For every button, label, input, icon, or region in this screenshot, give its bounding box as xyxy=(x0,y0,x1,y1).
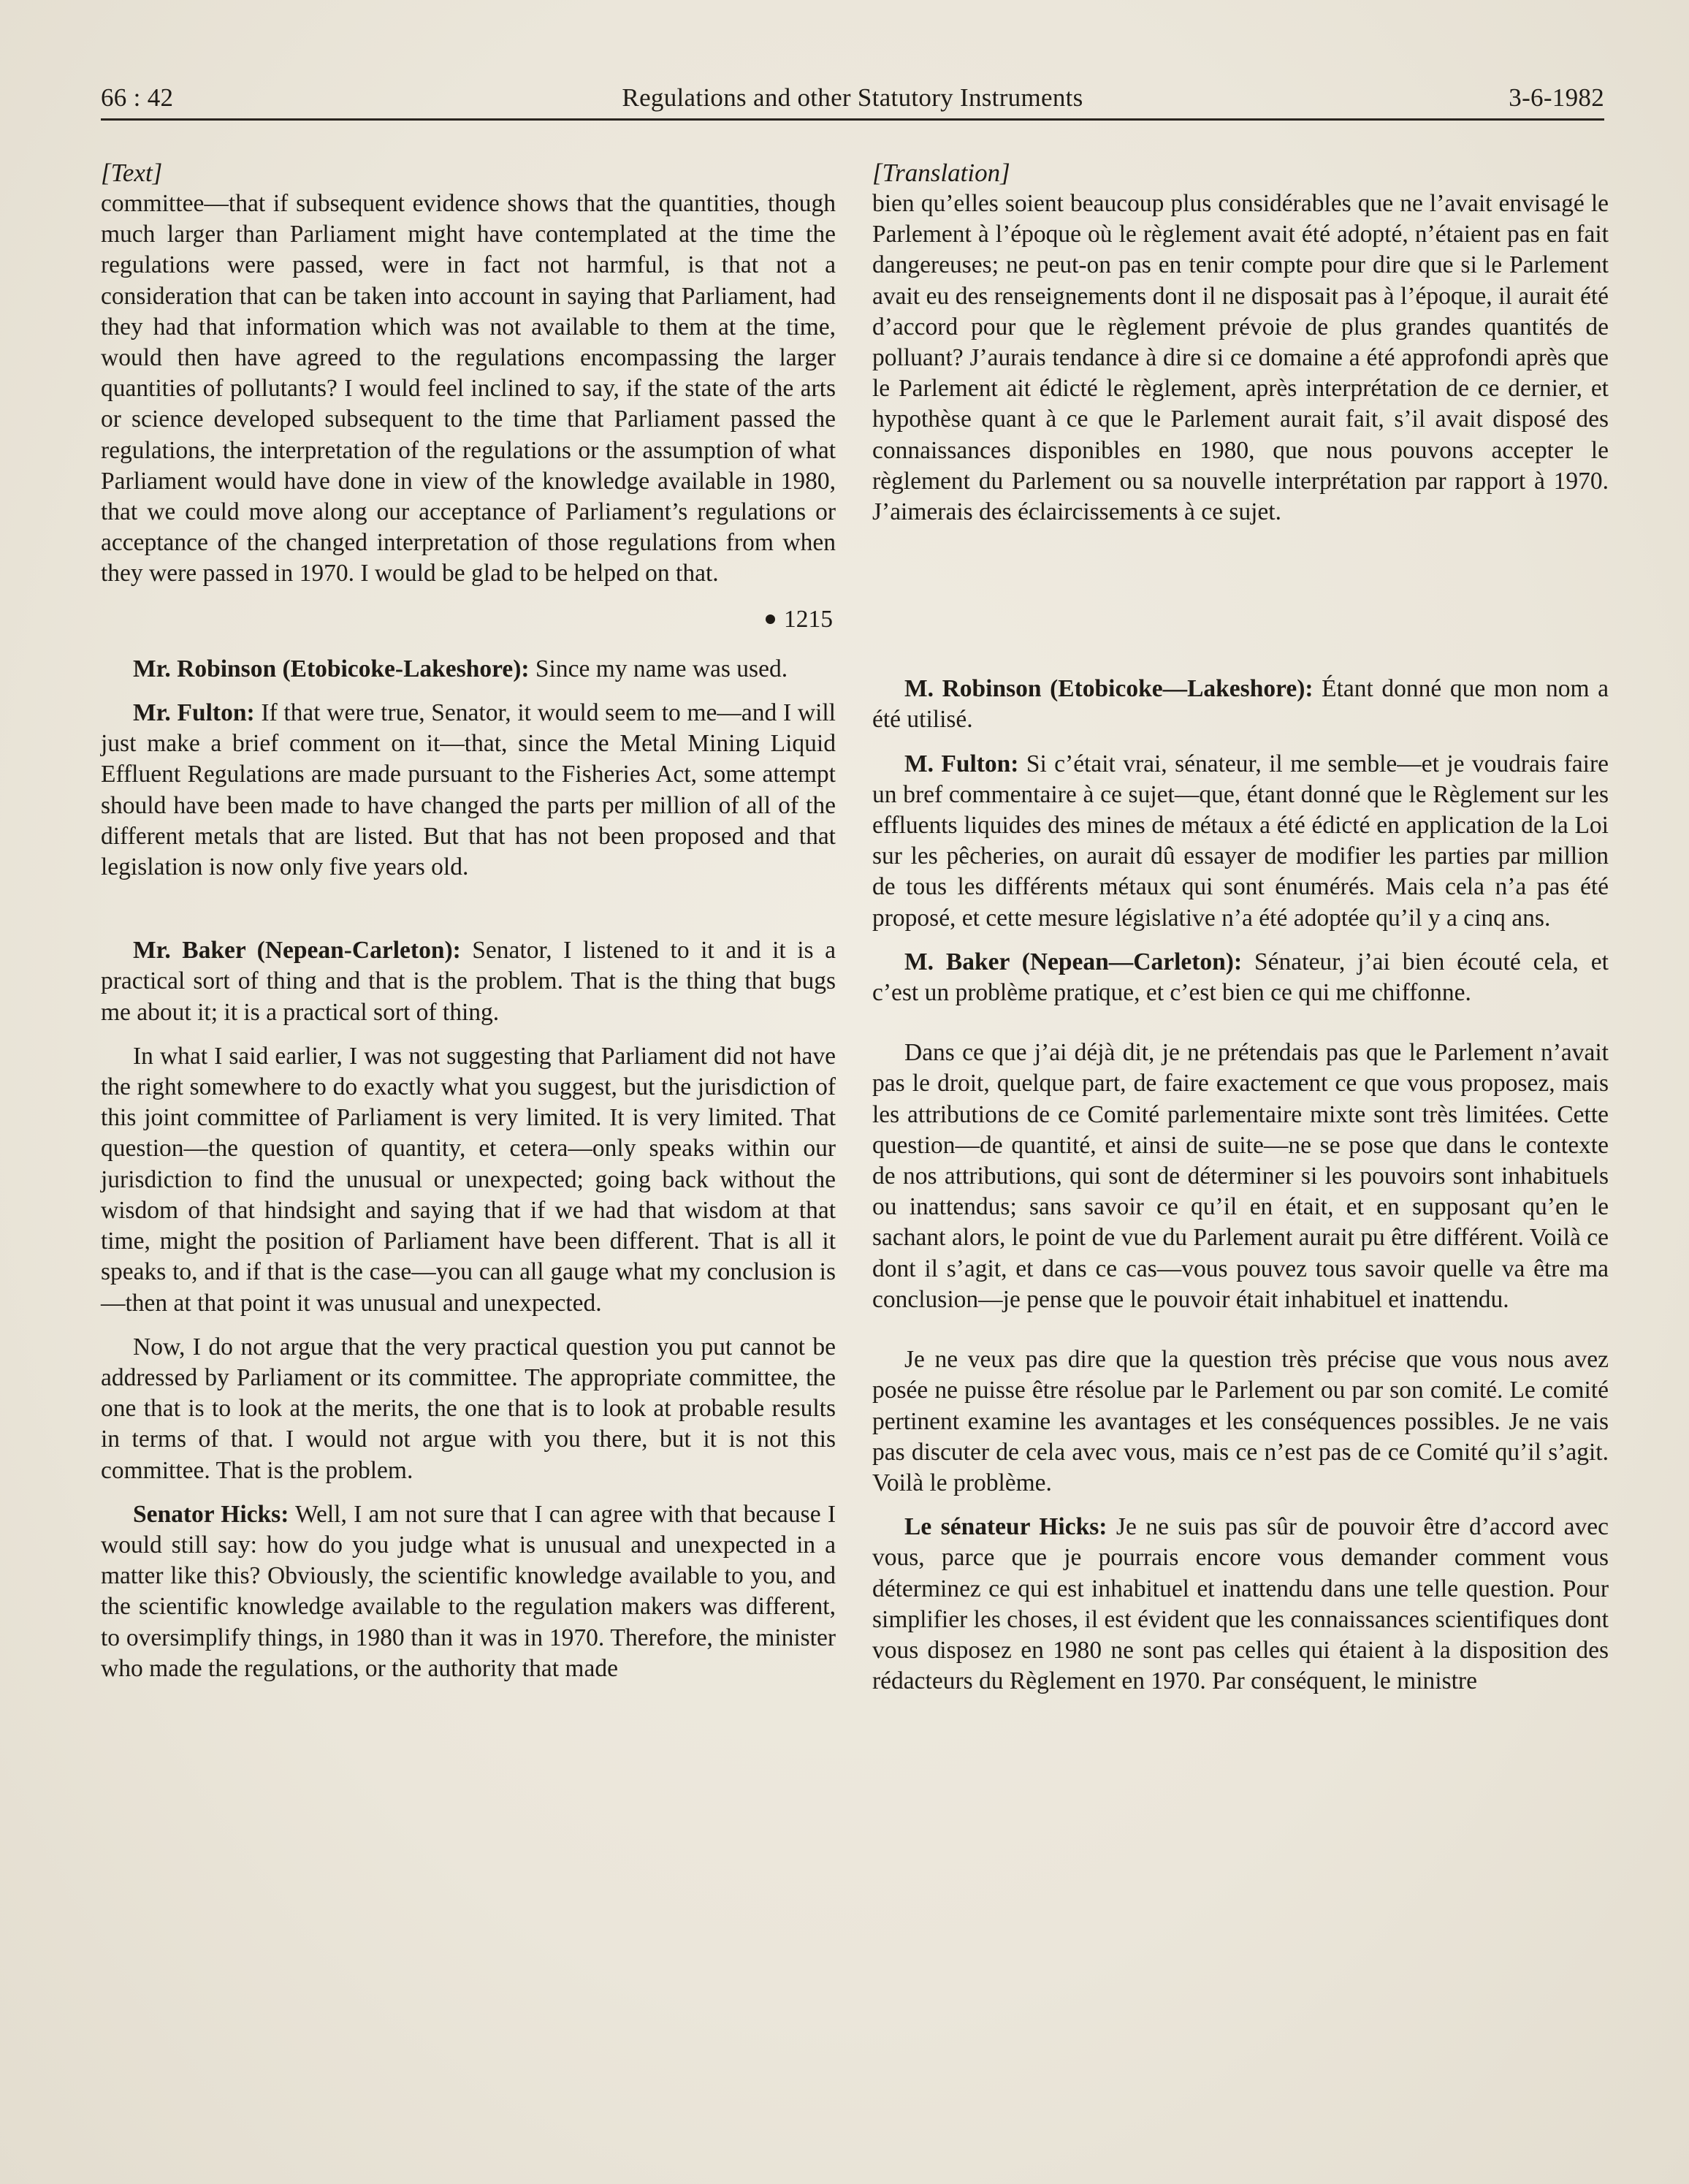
speaker-name: M. Baker (Nepean—Carleton): xyxy=(904,948,1243,975)
issue-date: 3-6-1982 xyxy=(1509,83,1604,112)
bullet-icon xyxy=(766,615,775,624)
paragraph: Dans ce que j’ai déjà dit, je ne prétendais pas que le Parlement n’avait pas le droit, quelque part, de faire exactement ce que vous proposez, mais les attributions de ce Comité parlementaire mixte sont très limitées. Cette question—de quantité, et ainsi de suite—ne se pose que dans le contexte de nos attributions, qui sont de déterminer si les pouvoirs sont inhabituels ou inattendus; sans savoir ce qu’il en était, et en supposant qu’en le sachant alors, le point de vue du Parlement aurait pu être différent. Voilà ce dont il s’agit, et dans ce cas—vous pouvez tous savoir quelle va être ma conclusion—je pense que le pouvoir était inhabituel et inattendu. xyxy=(872,1039,1609,1313)
speech-text: Je ne suis pas sûr de pouvoir être d’accord avec vous, parce que je pourrais encore vous demander comment vous déterminez ce qui est inhabituel et inattendu dans une telle question. Pour simplifier les choses, il est évident que les connaissances scientifiques dont vous disposez en 1980 ne sont pas celles qui étaient à la disposition des rédacteurs du Règlement en 1970. Par conséquent, le ministre xyxy=(872,1513,1609,1695)
speech-text: Since my name was used. xyxy=(529,655,788,682)
speech-text: Étant donné que mon nom a été utilisé. xyxy=(872,675,1609,734)
speech-text: If that were true, Senator, it would seem to me—and I will just make a brief comment on it—that, since the Metal Mining Liquid Effluent Regulations are made pursuant to the Fisheries Act, some attempt should have been made to have changed the parts per million of all of the different metals that are listed. But that has not been proposed and that legislation is now only five years old. xyxy=(101,699,836,881)
english-column xyxy=(101,158,836,1684)
paragraph: committee—that if subsequent evidence shows that the quantities, though much larger than Parliament might have contemplated at the time the regulations were passed, were in fact not harmful, is that not a consideration that can be taken into account in saying that Parliament, had they had that information which was not available to them at the time, would then have agreed to the regulations encompassing the larger quantities of pollutants? I would feel inclined to say, if the state of the arts or science developed subsequent to the time that Parliament passed the regulations, the interpretation of the regulations or the assumption of what Parliament would have done in view of the knowledge available in 1980, that we could move along our acceptance of Parliament’s regulations or acceptance of the changed interpretation of those regulations from when they were passed in 1970. I would be glad to be helped on that. xyxy=(101,190,836,587)
time-marker xyxy=(101,604,836,635)
speaker-name: Mr. Fulton: xyxy=(133,699,255,727)
speaker-name: Le sénateur Hicks: xyxy=(904,1513,1107,1541)
speaker-name: Mr. Baker (Nepean-Carleton): xyxy=(133,937,461,964)
speech-paragraph xyxy=(101,935,836,1028)
speech-paragraph xyxy=(101,1499,836,1684)
paragraph: In what I said earlier, I was not suggesting that Parliament did not have the right somewhere to do exactly what you suggest, but the jurisdiction of this joint committee of Parliament is very limited. It is very limited. That question—the question of quantity, et cetera—only speaks within our jurisdiction to find the unusual or unexpected; going back without the wisdom of that hindsight and saying that if we had that wisdom at that time, might the position of Parliament have been different. That is all it speaks to, and if that is the case—you can all gauge what my conclusion is—then at that point it was unusual and unexpected. xyxy=(101,1042,836,1317)
speech-text: Well, I am not sure that I can agree with that because I would still say: how do you judge what is unusual and unexpected in a matter like this? Obviously, the scientific knowledge available to you, and the scientific knowledge available to the regulation makers was different, to oversimplify things, in 1980 than it was in 1970. Therefore, the minister who made the regulations, or the authority that made xyxy=(101,1500,836,1682)
speech-text: Senator, I listened to it and it is a practical sort of thing and that is the problem. That is the thing that bugs me about it; it is a practical sort of thing. xyxy=(101,937,836,1026)
publication-title: Regulations and other Statutory Instruments xyxy=(622,83,1083,112)
speech-paragraph xyxy=(872,1512,1609,1697)
speaker-name: Senator Hicks: xyxy=(133,1500,289,1528)
speech-paragraph xyxy=(872,674,1609,735)
time-marker-value: 1215 xyxy=(784,605,833,633)
page-number: 66 : 42 xyxy=(101,83,174,112)
speech-paragraph xyxy=(872,947,1609,1008)
speech-text: Si c’était vrai, sénateur, il me semble—et je voudrais faire un bref commentaire à ce sujet—que, étant donné que le Règlement sur les effluents liquides des mines de métaux a été édicté en application de la Loi sur les pêcheries, on aurait dû essayer de modifier les parties par million de tous les différents métaux qui sont énumérés. Mais cela n’a pas été proposé, et cette mesure législative n’a été adoptée qu’il y a cinq ans. xyxy=(872,750,1609,932)
paragraph: Now, I do not argue that the very practical question you put cannot be addressed by Parliament or its committee. The appropriate committee, the one that is to look at the merits, the one that is to look at probable results in terms of that. I would not argue with you there, but it is not this committee. That is the problem. xyxy=(101,1333,836,1484)
paragraph: Je ne veux pas dire que la question très précise que vous nous avez posée ne puisse être résolue par le Parlement ou par son comité. Le comité pertinent examine les avantages et les conséquences possibles. Je ne vais pas discuter de cela avec vous, mais ce n’est pas de ce Comité qu’il s’agit. Voilà le problème. xyxy=(872,1346,1609,1496)
speech-paragraph xyxy=(872,749,1609,934)
text-tag: [Text] xyxy=(101,159,163,187)
french-column xyxy=(872,158,1609,1697)
speaker-name: M. Fulton: xyxy=(904,750,1019,777)
speech-text: Sénateur, j’ai bien écouté cela, et c’est un problème pratique, et c’est bien ce qui me chiffonne. xyxy=(872,948,1609,1007)
speaker-name: Mr. Robinson (Etobicoke-Lakeshore): xyxy=(133,655,530,682)
speech-paragraph xyxy=(101,698,836,883)
speech-paragraph xyxy=(101,654,836,685)
speaker-name: M. Robinson (Etobicoke—Lakeshore): xyxy=(904,675,1314,703)
running-header xyxy=(101,76,1604,121)
translation-tag: [Translation] xyxy=(872,159,1010,187)
paragraph: bien qu’elles soient beaucoup plus considérables que ne l’avait envisagé le Parlement à l’époque où le règlement avait été adopté, n’étaient pas en fait dangereuses; ne peut-on pas en tenir compte pour dire que si le Parlement avait eu des renseignements dont il ne disposait pas à l’époque, il aurait été d’accord pour que le règlement prévoie de plus grandes quantités de polluant? J’aurais tendance à dire si ce domaine a été approfondi après que le Parlement ait édicté le règlement, après interprétation de ce dernier, et hypothèse quant à ce que le Parlement aurait fait, s’il avait disposé des connaissances disponibles en 1980, que nous pouvons accepter le règlement du Parlement ou sa nouvelle interprétation par rapport à 1970. J’aimerais des éclaircissements à ce sujet. xyxy=(872,190,1609,526)
